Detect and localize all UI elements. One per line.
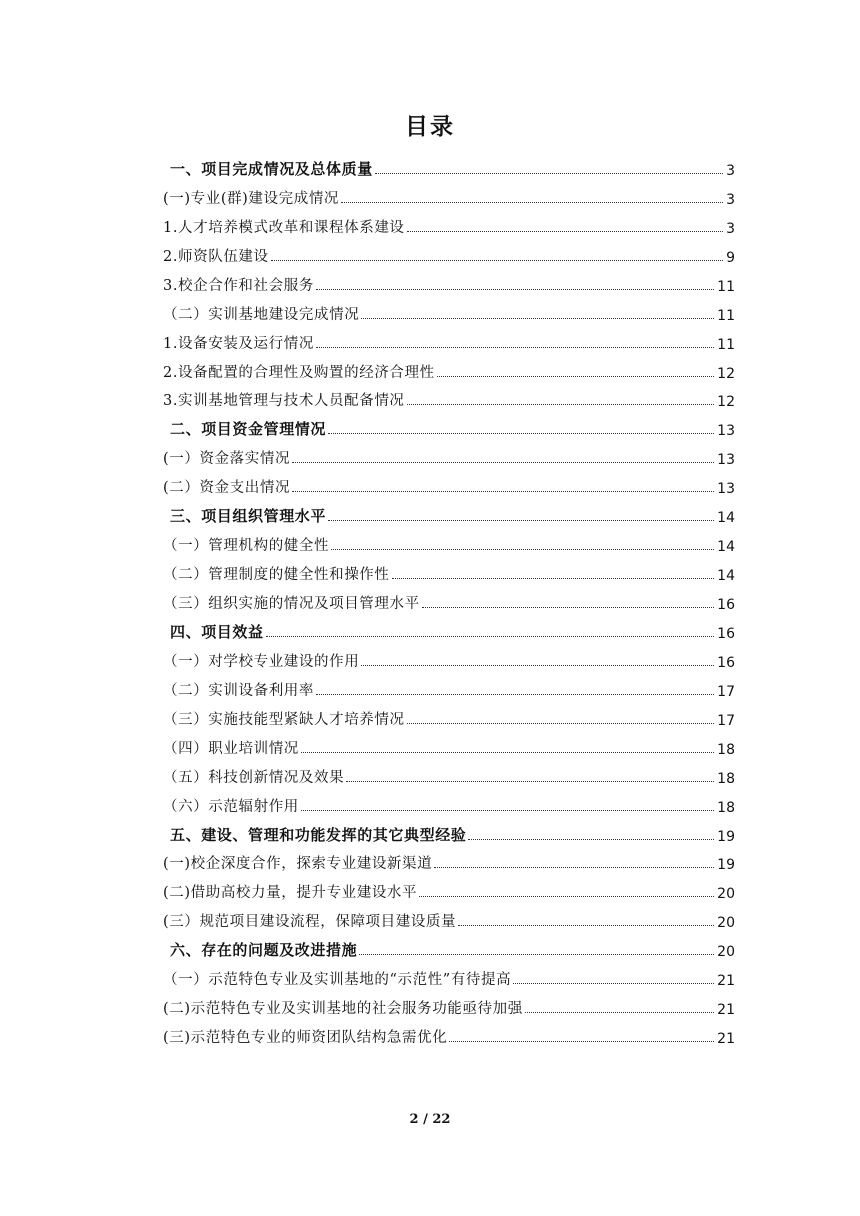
toc-entry[interactable] (163, 468, 735, 497)
toc-entry-title: (一)专业(群)建设完成情况 (163, 190, 340, 207)
toc-entry-title: (一）资金落实情况 (163, 451, 291, 468)
toc-entry[interactable] (163, 642, 735, 671)
toc-entry-title: （二）实训基地建设完成情况 (163, 306, 360, 323)
dot-leader (407, 404, 715, 405)
toc-entry-page-number: 21 (717, 1002, 735, 1019)
toc-entry[interactable] (163, 526, 735, 555)
toc-entry-title: （二）实训设备利用率 (163, 682, 314, 699)
toc-entry-page-number: 11 (717, 307, 735, 324)
toc-entry-page-number: 11 (717, 278, 735, 295)
toc-entry[interactable] (163, 729, 735, 758)
toc-entry-title: （二）管理制度的健全性和操作性 (163, 567, 390, 584)
toc-entry-page-number: 13 (717, 423, 735, 440)
dot-leader (513, 983, 714, 984)
toc-entry-page-number: 20 (717, 886, 735, 903)
toc-entry-page-number: 18 (717, 770, 735, 787)
toc-entry[interactable] (163, 208, 735, 237)
dot-leader (437, 376, 714, 377)
toc-entry-title: 一、项目完成情况及总体质量 (170, 159, 373, 178)
toc-entry-title: (三)示范特色专业的师资团队结构急需优化 (163, 1030, 448, 1047)
toc-entry-title: 3.实训基地管理与技术人员配备情况 (163, 393, 405, 410)
toc-entry-page-number: 9 (726, 249, 735, 266)
dot-leader (525, 1012, 714, 1013)
toc-entry-page-number: 21 (717, 973, 735, 990)
toc-entry[interactable] (163, 584, 735, 613)
toc-entry-page-number: 11 (717, 336, 735, 353)
toc-entry-page-number: 14 (717, 568, 735, 585)
toc-entry-title: （六）示范辐射作用 (163, 798, 299, 815)
toc-entry-title: 二、项目资金管理情况 (170, 420, 327, 439)
dot-leader (434, 867, 714, 868)
toc-entry-title: 五、建设、管理和功能发挥的其它典型经验 (170, 825, 467, 844)
toc-entry-title: 四、项目效益 (170, 622, 264, 641)
dot-leader (468, 839, 714, 840)
toc-entry-page-number: 19 (717, 857, 735, 874)
toc-entry[interactable] (163, 555, 735, 584)
dot-leader (361, 665, 714, 666)
toc-entry-title: （五）科技创新情况及效果 (163, 769, 345, 786)
toc-entry-title: (二)借助高校力量，提升专业建设水平 (163, 885, 418, 902)
dot-leader (292, 462, 714, 463)
toc-entry[interactable] (163, 237, 735, 266)
dot-leader (407, 723, 715, 724)
dot-leader (328, 433, 714, 434)
dot-leader (328, 520, 714, 521)
toc-entry-page-number: 16 (717, 597, 735, 613)
dot-leader (271, 260, 723, 261)
toc-entry[interactable] (163, 439, 735, 468)
toc-entry-page-number: 17 (717, 683, 735, 700)
dot-leader (407, 231, 724, 232)
toc-entry-title: 六、存在的问题及改进措施 (170, 941, 358, 960)
toc-entry-title: 3.校企合作和社会服务 (163, 277, 314, 294)
toc-entry-page-number: 12 (717, 365, 735, 382)
toc-entry[interactable] (163, 497, 735, 526)
toc-entry-page-number: 16 (717, 625, 735, 642)
dot-leader (316, 347, 714, 348)
toc-entry[interactable] (163, 989, 735, 1018)
toc-entry-title: （一）对学校专业建设的作用 (163, 653, 360, 670)
toc-entry-title: 2.师资队伍建设 (163, 248, 269, 265)
toc-entry-page-number: 3 (726, 191, 735, 208)
toc-entry[interactable] (163, 931, 735, 960)
toc-entry-title: 2.设备配置的合理性及购置的经济合理性 (163, 364, 435, 381)
toc-entry[interactable] (163, 845, 735, 874)
toc-entry[interactable] (163, 758, 735, 787)
dot-leader (346, 781, 714, 782)
toc-entry-page-number: 20 (717, 944, 735, 961)
dot-leader (458, 925, 714, 926)
toc-entry-page-number: 13 (717, 481, 735, 498)
toc-entry-title: (二）资金支出情况 (163, 480, 291, 497)
toc-entry-title: （一）示范特色专业及实训基地的“示范性”有待提高 (163, 972, 512, 989)
dot-leader (301, 810, 714, 811)
dot-leader (359, 954, 714, 955)
table-of-contents (163, 150, 735, 1047)
toc-entry-page-number: 13 (717, 452, 735, 469)
dot-leader (449, 1041, 714, 1042)
toc-entry-page-number: 14 (717, 510, 735, 527)
toc-entry-page-number: 21 (717, 1031, 735, 1048)
dot-leader (301, 752, 714, 753)
toc-entry[interactable] (163, 700, 735, 729)
toc-entry-page-number: 3 (726, 162, 735, 179)
page-number-footer: 2 / 22 (409, 1112, 451, 1127)
dot-leader (392, 578, 715, 579)
toc-entry-title: (二)示范特色专业及实训基地的社会服务功能亟待加强 (163, 1001, 523, 1018)
toc-entry-page-number: 18 (717, 741, 735, 758)
toc-entry-page-number: 17 (717, 712, 735, 729)
toc-entry[interactable] (163, 324, 735, 353)
toc-entry-page-number: 20 (717, 915, 735, 932)
toc-entry-page-number: 18 (717, 799, 735, 816)
toc-entry[interactable] (163, 613, 735, 642)
dot-leader (341, 202, 723, 203)
toc-entry-title: （三）组织实施的情况及项目管理水平 (163, 596, 420, 612)
page-title: 目录 (405, 114, 455, 140)
toc-entry[interactable] (163, 353, 735, 382)
dot-leader (331, 549, 714, 550)
toc-entry-page-number: 16 (717, 654, 735, 671)
toc-entry[interactable] (163, 295, 735, 324)
toc-entry[interactable] (163, 873, 735, 902)
toc-entry-title: (三）规范项目建设流程，保障项目建设质量 (163, 914, 457, 931)
dot-leader (316, 694, 714, 695)
toc-entry-title: （三）实施技能型紧缺人才培养情况 (163, 711, 405, 728)
toc-entry[interactable] (163, 266, 735, 295)
toc-entry[interactable] (163, 960, 735, 989)
toc-entry[interactable] (163, 671, 735, 700)
dot-leader (266, 636, 715, 637)
toc-entry-title: 1.设备安装及运行情况 (163, 335, 314, 352)
dot-leader (419, 896, 714, 897)
toc-entry[interactable] (163, 902, 735, 931)
toc-entry[interactable] (163, 382, 735, 411)
toc-entry[interactable] (163, 150, 735, 179)
dot-leader (422, 607, 714, 608)
toc-entry-page-number: 19 (717, 828, 735, 845)
toc-entry[interactable] (163, 179, 735, 208)
toc-entry-title: (一)校企深度合作，探索专业建设新渠道 (163, 856, 433, 873)
toc-entry-page-number: 12 (717, 394, 735, 411)
toc-entry-title: 三、项目组织管理水平 (170, 507, 327, 526)
toc-entry[interactable] (163, 1018, 735, 1047)
dot-leader (361, 318, 714, 319)
toc-entry-title: （四）职业培训情况 (163, 740, 299, 757)
toc-entry-title: （一）管理机构的健全性 (163, 538, 330, 555)
toc-entry[interactable] (163, 410, 735, 439)
dot-leader (375, 173, 723, 174)
toc-entry[interactable] (163, 816, 735, 845)
toc-entry-title: 1.人才培养模式改革和课程体系建设 (163, 219, 405, 236)
toc-entry-page-number: 3 (726, 220, 735, 237)
dot-leader (292, 491, 714, 492)
toc-entry-page-number: 14 (717, 539, 735, 556)
toc-entry[interactable] (163, 787, 735, 816)
dot-leader (316, 289, 714, 290)
